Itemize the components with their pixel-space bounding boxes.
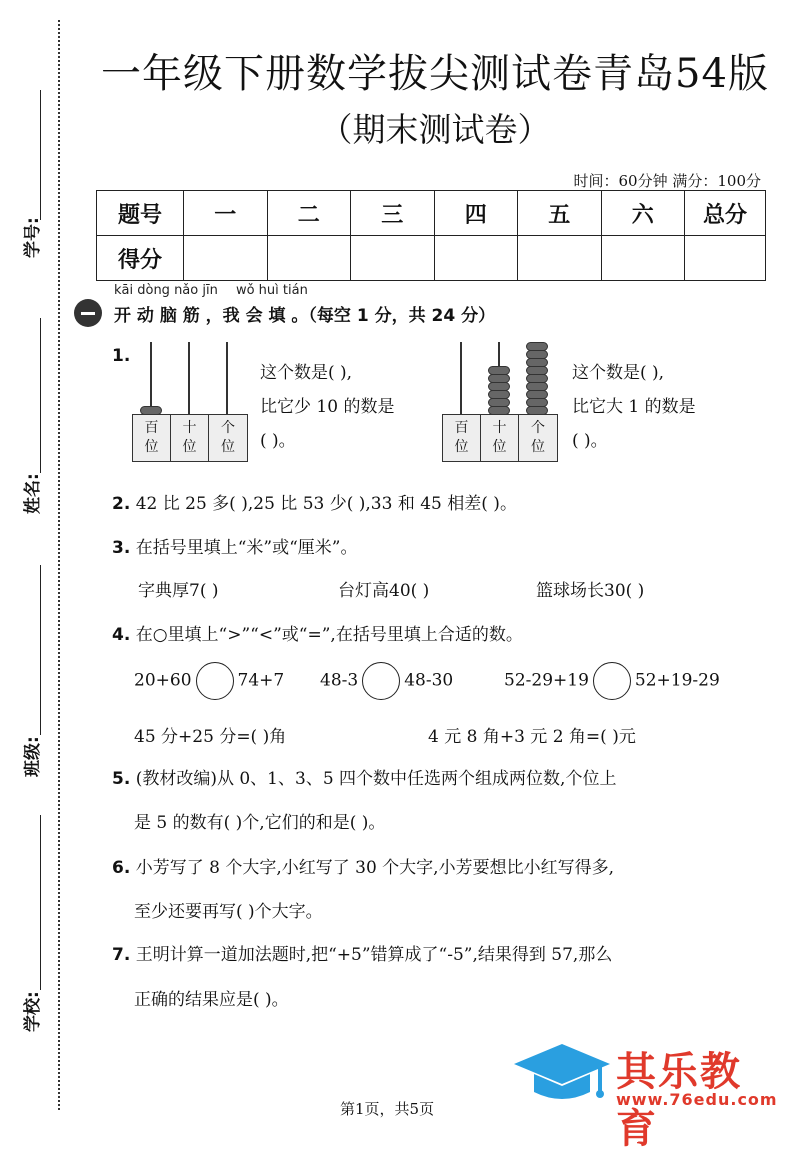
abacus-bead bbox=[526, 350, 548, 359]
abacus-base bbox=[132, 414, 248, 462]
score-cell[interactable] bbox=[267, 236, 351, 281]
q7-line2: 正确的结果应是( )。 bbox=[134, 990, 289, 1010]
q3-text: 在括号里填上“米”或“厘米”。 bbox=[135, 538, 358, 558]
q7-line1: 王明计算一道加法题时,把“+5”错算成了“-5”,结果得到 57,那么 bbox=[135, 945, 613, 965]
class-field[interactable] bbox=[18, 565, 52, 780]
abacus-place-tens bbox=[481, 415, 519, 461]
header-cell: 一 bbox=[184, 191, 268, 236]
q1-b-line: 比它大 1 的数是 bbox=[572, 397, 696, 417]
score-row-label: 得分 bbox=[97, 236, 184, 281]
q4-number: 4. bbox=[112, 625, 131, 645]
question-5 bbox=[112, 764, 616, 789]
compare-right: 52+19-29 bbox=[634, 670, 720, 691]
abacus-bead bbox=[526, 382, 548, 391]
student-no-line bbox=[40, 90, 41, 220]
q3-item: 字典厚7( ) bbox=[138, 581, 219, 601]
page-title: 一年级下册数学拔尖测试卷青岛54版 bbox=[101, 51, 769, 97]
q1-a-line: ( )。 bbox=[260, 431, 296, 451]
abacus-bead bbox=[526, 390, 548, 399]
compare-left: 52-29+19 bbox=[504, 670, 589, 691]
header-cell: 五 bbox=[518, 191, 602, 236]
score-table bbox=[96, 190, 766, 281]
name-field[interactable] bbox=[18, 318, 52, 518]
class-label: 班级: bbox=[23, 736, 43, 777]
header-cell: 二 bbox=[267, 191, 351, 236]
brand-name: 其乐教育 bbox=[616, 1049, 742, 1152]
score-cell[interactable] bbox=[351, 236, 435, 281]
place-label: 个 位 bbox=[531, 420, 545, 455]
q1-a-text bbox=[260, 356, 394, 458]
score-table-header-row bbox=[97, 191, 766, 236]
question-number bbox=[112, 346, 130, 366]
abacus-rod bbox=[188, 342, 190, 416]
q7-number: 7. bbox=[112, 945, 131, 965]
abacus-place-ones bbox=[209, 415, 247, 461]
score-cell[interactable] bbox=[518, 236, 602, 281]
abacus-place-ones bbox=[519, 415, 557, 461]
q3-item: 篮球场长30( ) bbox=[536, 581, 645, 601]
compare-circle[interactable] bbox=[593, 662, 631, 700]
abacus-place-hundreds bbox=[443, 415, 481, 461]
place-label: 十 位 bbox=[492, 420, 507, 455]
q5-number: 5. bbox=[112, 769, 131, 789]
abacus-bead bbox=[488, 390, 510, 399]
score-cell[interactable] bbox=[184, 236, 268, 281]
abacus-bead bbox=[526, 374, 548, 383]
compare-circle[interactable] bbox=[362, 662, 400, 700]
question-4 bbox=[112, 620, 523, 645]
compare-circle[interactable] bbox=[196, 662, 234, 700]
abacus-place-tens bbox=[171, 415, 209, 461]
q5-line2: 是 5 的数有( )个,它们的和是( )。 bbox=[134, 813, 386, 833]
abacus-bead bbox=[488, 374, 510, 383]
q4-line2-b: 4 元 8 角+3 元 2 角=( )元 bbox=[428, 727, 636, 747]
header-cell: 三 bbox=[351, 191, 435, 236]
brand-url: www.76edu.com bbox=[616, 1090, 778, 1109]
question-3 bbox=[112, 533, 357, 558]
header-cell: 六 bbox=[601, 191, 685, 236]
compare-left: 20+60 bbox=[134, 670, 192, 691]
q4-compare-2 bbox=[320, 662, 453, 700]
brand-logo bbox=[510, 1040, 780, 1152]
name-label: 姓名: bbox=[23, 473, 43, 514]
abacus-bead bbox=[526, 398, 548, 407]
q4-line2-a: 45 分+25 分=( )角 bbox=[134, 727, 287, 747]
pinyin-part: kāi dòng nǎo jīn bbox=[114, 283, 218, 298]
q3-item: 台灯高40( ) bbox=[338, 581, 430, 601]
abacus-bead bbox=[488, 366, 510, 375]
score-cell[interactable] bbox=[601, 236, 685, 281]
place-label: 个 位 bbox=[221, 420, 235, 455]
compare-right: 74+7 bbox=[237, 670, 285, 691]
question-7 bbox=[112, 940, 612, 965]
question-2 bbox=[112, 489, 517, 514]
header-cell: 四 bbox=[434, 191, 518, 236]
q5-line1: (教材改编)从 0、1、3、5 四个数中任选两个组成两位数,个位上 bbox=[135, 769, 617, 789]
q6-number: 6. bbox=[112, 858, 131, 878]
abacus-rod bbox=[226, 342, 228, 416]
student-no-label: 学号: bbox=[23, 217, 43, 258]
q1-a-line: 这个数是( ), bbox=[260, 363, 353, 383]
header-cell: 题号 bbox=[97, 191, 184, 236]
score-table-score-row bbox=[97, 236, 766, 281]
q6-line2: 至少还要再写( )个大字。 bbox=[134, 902, 323, 922]
q1-b-text bbox=[572, 356, 696, 458]
page-footer: 第1页，共5页 bbox=[340, 1100, 435, 1118]
abacus-bead bbox=[526, 358, 548, 367]
q1-b-line: ( )。 bbox=[572, 431, 608, 451]
school-label: 学校: bbox=[23, 991, 43, 1032]
name-line bbox=[40, 318, 41, 473]
q1-b-line: 这个数是( ), bbox=[572, 363, 665, 383]
abacus-base bbox=[442, 414, 558, 462]
school-line bbox=[40, 815, 41, 990]
school-field[interactable] bbox=[18, 815, 52, 1035]
section-heading: 开 动 脑 筋 ，我 会 填 。（每空 1 分，共 24 分） bbox=[114, 306, 496, 326]
pinyin-part: wǒ huì tián bbox=[235, 283, 308, 298]
header-cell: 总分 bbox=[685, 191, 766, 236]
q3-number: 3. bbox=[112, 538, 131, 558]
compare-left: 48-3 bbox=[320, 670, 359, 691]
score-cell[interactable] bbox=[685, 236, 766, 281]
abacus-rod bbox=[460, 342, 462, 416]
q1-number: 1. bbox=[112, 346, 131, 366]
q4-compare-3 bbox=[504, 662, 720, 700]
compare-right: 48-30 bbox=[404, 670, 454, 691]
page-subtitle: （期末测试卷） bbox=[319, 110, 551, 149]
abacus-rod bbox=[150, 342, 152, 416]
place-label: 十 位 bbox=[182, 420, 197, 455]
section-pinyin bbox=[114, 283, 322, 298]
score-cell[interactable] bbox=[434, 236, 518, 281]
abacus-bead bbox=[488, 382, 510, 391]
abacus-a bbox=[132, 342, 250, 468]
q6-line1: 小芳写了 8 个大字,小红写了 30 个大字,小芳要想比小红写得多, bbox=[135, 858, 614, 878]
section-number-badge bbox=[74, 299, 102, 327]
question-6 bbox=[112, 853, 614, 878]
q2-number: 2. bbox=[112, 494, 131, 514]
place-label: 百 位 bbox=[454, 420, 469, 455]
exam-meta: 时间：60分钟 满分：100分 bbox=[573, 172, 761, 190]
student-no-field[interactable] bbox=[18, 90, 52, 260]
binding-margin-line bbox=[58, 20, 60, 1110]
q1-a-line: 比它少 10 的数是 bbox=[260, 397, 395, 417]
q2-text: 42 比 25 多( ),25 比 53 少( ),33 和 45 相差( )。 bbox=[135, 494, 517, 514]
graduation-cap-icon bbox=[510, 1040, 614, 1110]
abacus-place-hundreds bbox=[133, 415, 171, 461]
abacus-bead bbox=[526, 342, 548, 351]
abacus-bead bbox=[526, 366, 548, 375]
abacus-b bbox=[442, 342, 560, 468]
q4-text: 在○里填上“>”“<”或“=”,在括号里填上合适的数。 bbox=[135, 625, 523, 645]
abacus-bead bbox=[488, 398, 510, 407]
place-label: 百 位 bbox=[144, 420, 159, 455]
q4-compare-1 bbox=[134, 662, 284, 700]
class-line bbox=[40, 565, 41, 735]
